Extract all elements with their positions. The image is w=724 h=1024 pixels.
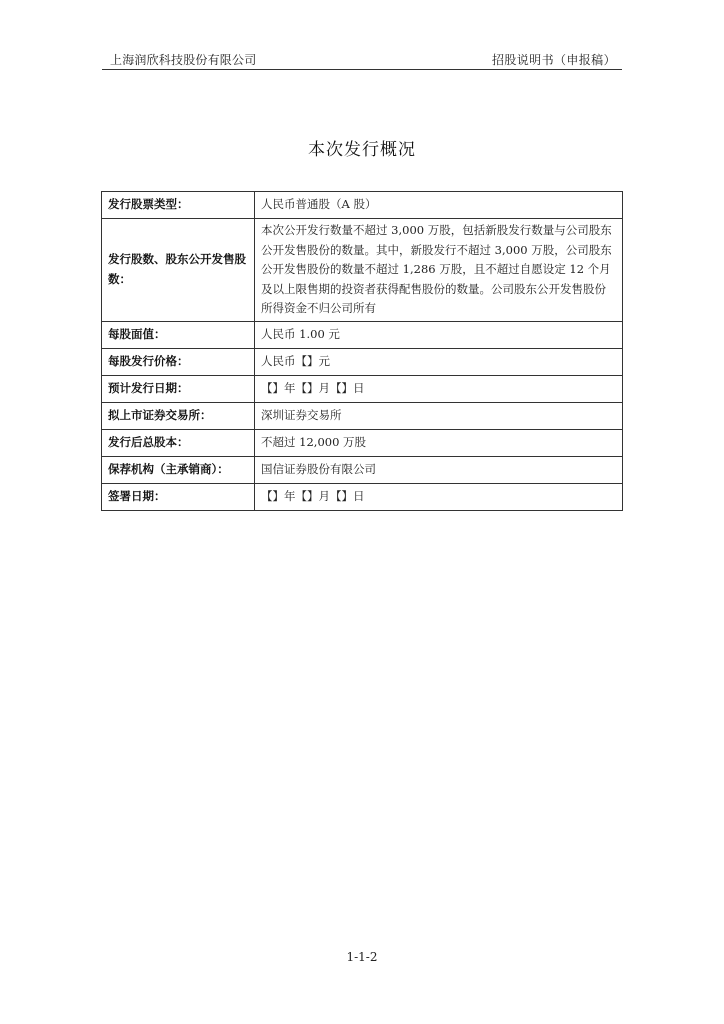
row-label: 发行股数、股东公开发售股数： <box>102 219 255 322</box>
row-value: 人民币普通股（A 股） <box>255 192 623 219</box>
row-value: 人民币【】元 <box>255 348 623 375</box>
table-row-total-shares <box>102 429 623 456</box>
page-header <box>102 50 622 68</box>
row-value: 【】年【】月【】日 <box>255 375 623 402</box>
company-name: 上海润欣科技股份有限公司 <box>110 53 257 67</box>
row-label: 发行后总股本： <box>102 429 255 456</box>
row-label: 签署日期： <box>102 483 255 510</box>
row-label: 发行股票类型： <box>102 192 255 219</box>
table-row-stock-type <box>102 192 623 219</box>
document-type: 招股说明书（申报稿） <box>491 53 616 67</box>
row-label: 预计发行日期： <box>102 375 255 402</box>
page-title: 本次发行概况 <box>308 140 416 160</box>
table-row-signing-date <box>102 483 623 510</box>
table-row-exchange <box>102 402 623 429</box>
table-row-sponsor <box>102 456 623 483</box>
row-label: 每股发行价格： <box>102 348 255 375</box>
row-label: 保荐机构（主承销商）： <box>102 456 255 483</box>
row-label: 每股面值： <box>102 321 255 348</box>
table-row-share-count <box>102 219 623 322</box>
row-value: 【】年【】月【】日 <box>255 483 623 510</box>
table-row-par-value <box>102 321 623 348</box>
row-label: 拟上市证券交易所： <box>102 402 255 429</box>
row-value: 人民币 1.00 元 <box>255 321 623 348</box>
page-number: 1-1-2 <box>346 950 378 964</box>
row-value: 不超过 12,000 万股 <box>255 429 623 456</box>
header-divider <box>102 69 622 70</box>
table-row-issue-date <box>102 375 623 402</box>
row-value: 本次公开发行数量不超过 3,000 万股，包括新股发行数量与公司股东公开发售股份的数量。其中，新股发行不超过 3,000 万股，公司股东公开发售股份的数量不超过 1,286 万股，且不超过自愿设定 12 个月及以上限售期的投资者获得配售股份的数量。公司股东公开发售股份所得资金不归公司所有 <box>255 219 623 322</box>
offering-overview-table <box>101 191 623 511</box>
row-value: 深圳证券交易所 <box>255 402 623 429</box>
row-value: 国信证券股份有限公司 <box>255 456 623 483</box>
table-row-issue-price <box>102 348 623 375</box>
